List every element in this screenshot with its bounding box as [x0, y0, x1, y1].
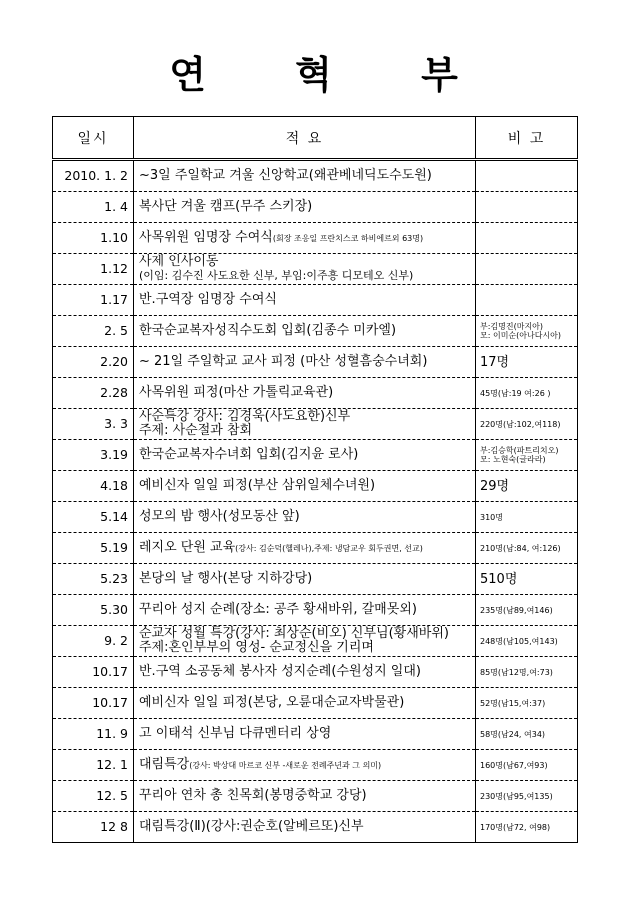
row-remarks: [476, 595, 578, 626]
row-remarks: [476, 223, 578, 254]
row-summary-text: 복사단 겨울 캠프(무주 스키장): [139, 199, 313, 214]
row-remarks-text: 510명: [480, 571, 518, 587]
row-date: 2010. 1. 2: [53, 160, 134, 192]
row-summary-text: 사목위원 임명장 수여식: [139, 229, 273, 245]
row-remarks-text: 210명(남:84, 여:126): [480, 543, 561, 553]
row-summary-text: 순교자 성월 특강(강사: 최상순(비오) 신부님(황새바위): [139, 626, 449, 641]
table-row: [53, 347, 578, 378]
table-row: [53, 657, 578, 688]
row-remarks: [476, 440, 578, 471]
row-summary: [134, 192, 476, 223]
row-remarks: [476, 378, 578, 409]
row-date: 9. 2: [53, 626, 134, 657]
row-summary-text: 예비신자 일일 피정(본당, 오륜대순교자박물관): [139, 695, 405, 710]
row-summary: [134, 564, 476, 595]
row-remarks: [476, 564, 578, 595]
row-date: 10.17: [53, 657, 134, 688]
row-date: 3. 3: [53, 409, 134, 440]
row-summary: [134, 533, 476, 564]
row-date: 5.14: [53, 502, 134, 533]
column-header-date: 일시: [53, 117, 134, 160]
row-remarks-text: 170명(남72, 여98): [480, 822, 551, 832]
row-remarks: [476, 160, 578, 192]
table-row: [53, 440, 578, 471]
table-row: [53, 719, 578, 750]
row-summary-text: 예비신자 일일 피정(부산 삼위일체수녀원): [139, 478, 376, 493]
row-summary-line2: (이임: 김수진 사도요한 신부, 부임:이주흥 디모테오 신부): [139, 269, 414, 282]
table-row: [53, 533, 578, 564]
row-summary: [134, 657, 476, 688]
table-row: [53, 285, 578, 316]
row-remarks: [476, 347, 578, 378]
row-date: 10.17: [53, 688, 134, 719]
row-summary: [134, 781, 476, 812]
table-row: [53, 502, 578, 533]
row-summary: [134, 223, 476, 254]
row-summary-text: 한국순교복자수녀회 입회(김지윤 로사): [139, 447, 359, 462]
row-remarks-text: 52명(남15,여:37): [480, 698, 546, 708]
row-date: 1.12: [53, 254, 134, 285]
table-row: [53, 688, 578, 719]
row-date: 3.19: [53, 440, 134, 471]
table-row: [53, 781, 578, 812]
row-date: 1. 4: [53, 192, 134, 223]
row-remarks-text: 230명(남95,여135): [480, 791, 553, 801]
row-summary-text: 사순특강 강사: 김경욱(사도요한)신부: [139, 409, 351, 424]
row-summary: [134, 254, 476, 285]
row-remarks: [476, 719, 578, 750]
row-remarks: [476, 409, 578, 440]
row-summary: [134, 595, 476, 626]
column-header-remarks: 비 고: [476, 117, 578, 160]
row-remarks-text: 58명(남24, 여34): [480, 729, 546, 739]
table-row: [53, 378, 578, 409]
row-remarks-line2: 모: 노현숙(글라라): [480, 455, 546, 464]
table-row: [53, 626, 578, 657]
row-summary: [134, 471, 476, 502]
row-summary: [134, 378, 476, 409]
table-header-row: [53, 117, 578, 160]
row-remarks: [476, 781, 578, 812]
table-row: [53, 812, 578, 843]
row-summary-text: 대림특강(Ⅱ)(강사:권순호(알베르또)신부: [139, 819, 364, 834]
row-remarks: [476, 192, 578, 223]
row-date: 2. 5: [53, 316, 134, 347]
row-date: 5.23: [53, 564, 134, 595]
row-remarks-text: 부:김승학(파트리치오): [480, 446, 559, 455]
row-date: 1.17: [53, 285, 134, 316]
row-remarks-text: 235명(남89,여146): [480, 605, 553, 615]
row-remarks: [476, 812, 578, 843]
row-summary: [134, 347, 476, 378]
table-row: [53, 254, 578, 285]
row-remarks-text: 248명(남105,여143): [480, 636, 558, 646]
table-row: [53, 223, 578, 254]
row-summary-text: 사목위원 피정(마산 가톨릭교육관): [139, 385, 334, 400]
row-summary-text: 대림특강: [139, 756, 190, 772]
row-summary-text: 꾸리아 성지 순례(장소: 공주 황새바위, 갈매못외): [139, 602, 417, 617]
row-summary: [134, 502, 476, 533]
row-date: 12. 1: [53, 750, 134, 781]
row-date: 4.18: [53, 471, 134, 502]
row-summary-detail: (회장 조응일 프란치스코 하비에르외 63명): [272, 233, 424, 243]
row-date: 11. 9: [53, 719, 134, 750]
row-remarks: [476, 285, 578, 316]
row-remarks-line2: 모: 이미순(아나다시아): [480, 331, 562, 340]
row-date: 2.20: [53, 347, 134, 378]
table-row: [53, 160, 578, 192]
row-summary-text: 성모의 밤 행사(성모동산 앞): [139, 509, 300, 524]
row-remarks-text: 220명(남:102,여118): [480, 419, 561, 429]
row-date: 12 8: [53, 812, 134, 843]
row-remarks-text: 310명: [480, 512, 503, 522]
row-date: 5.19: [53, 533, 134, 564]
row-remarks-text: 부:김명진(마지아): [480, 322, 544, 331]
row-date: 2.28: [53, 378, 134, 409]
row-remarks: [476, 502, 578, 533]
row-summary-detail: (강사: 김순덕(헬레나),주제: 냉담교우 회두권면, 선교): [235, 543, 423, 553]
table-row: [53, 409, 578, 440]
table-row: [53, 750, 578, 781]
row-summary-text: 한국순교복자성직수도회 입회(김종수 미카엘): [139, 323, 397, 338]
row-summary: [134, 316, 476, 347]
row-summary-text: 레지오 단원 교육: [139, 539, 236, 555]
row-remarks-text: 45명(남:19 여:26 ): [480, 388, 551, 398]
row-remarks-text: 85명(남12명,여:73): [480, 667, 553, 677]
row-remarks: [476, 750, 578, 781]
row-summary-text: 사제 인사이동: [139, 254, 219, 269]
page-title: 연 혁 부: [169, 52, 496, 97]
row-summary: [134, 409, 476, 440]
table-row: [53, 316, 578, 347]
row-remarks: [476, 533, 578, 564]
row-summary-text: 고 이태석 신부님 다큐멘터리 상영: [139, 726, 332, 741]
row-summary-detail: (강사: 박상대 마르코 신부 -새로운 전례주년과 그 의미): [189, 760, 382, 770]
row-summary-text: 반.구역 소공동체 봉사자 성지순례(수원성지 일대): [139, 664, 421, 679]
column-header-summary: 적 요: [134, 117, 476, 160]
row-remarks-text: 17명: [480, 354, 510, 370]
row-summary: [134, 440, 476, 471]
table-row: [53, 595, 578, 626]
row-remarks: [476, 316, 578, 347]
row-remarks-text: 29명: [480, 478, 510, 494]
row-summary-text: 반.구역장 임명장 수여식: [139, 292, 277, 307]
row-date: 12. 5: [53, 781, 134, 812]
history-table: [52, 116, 578, 843]
row-summary: [134, 719, 476, 750]
row-summary-line2: 주제:혼인부부의 영성- 순교정신을 기리며: [139, 640, 374, 655]
row-remarks: [476, 688, 578, 719]
row-remarks: [476, 254, 578, 285]
row-date: 1.10: [53, 223, 134, 254]
row-date: 5.30: [53, 595, 134, 626]
row-summary: [134, 812, 476, 843]
row-summary-text: 본당의 날 행사(본당 지하강당): [139, 571, 313, 586]
row-summary-line2: 주제: 사순절과 참회: [139, 423, 253, 438]
table-row: [53, 471, 578, 502]
row-summary: [134, 626, 476, 657]
row-summary: [134, 160, 476, 192]
row-remarks: [476, 657, 578, 688]
row-summary: [134, 750, 476, 781]
row-summary-text: ~3일 주일학교 겨울 신앙학교(왜관베네딕도수도원): [139, 168, 432, 183]
table-row: [53, 564, 578, 595]
row-remarks: [476, 626, 578, 657]
row-summary: [134, 688, 476, 719]
row-summary-text: 꾸리아 연차 총 친목회(봉명중학교 강당): [139, 788, 367, 803]
row-summary-text: ~ 21일 주일학교 교사 피정 (마산 성혈흠숭수녀회): [139, 354, 428, 369]
table-row: [53, 192, 578, 223]
row-remarks: [476, 471, 578, 502]
row-remarks-text: 160명(남67,여93): [480, 760, 548, 770]
row-summary: [134, 285, 476, 316]
